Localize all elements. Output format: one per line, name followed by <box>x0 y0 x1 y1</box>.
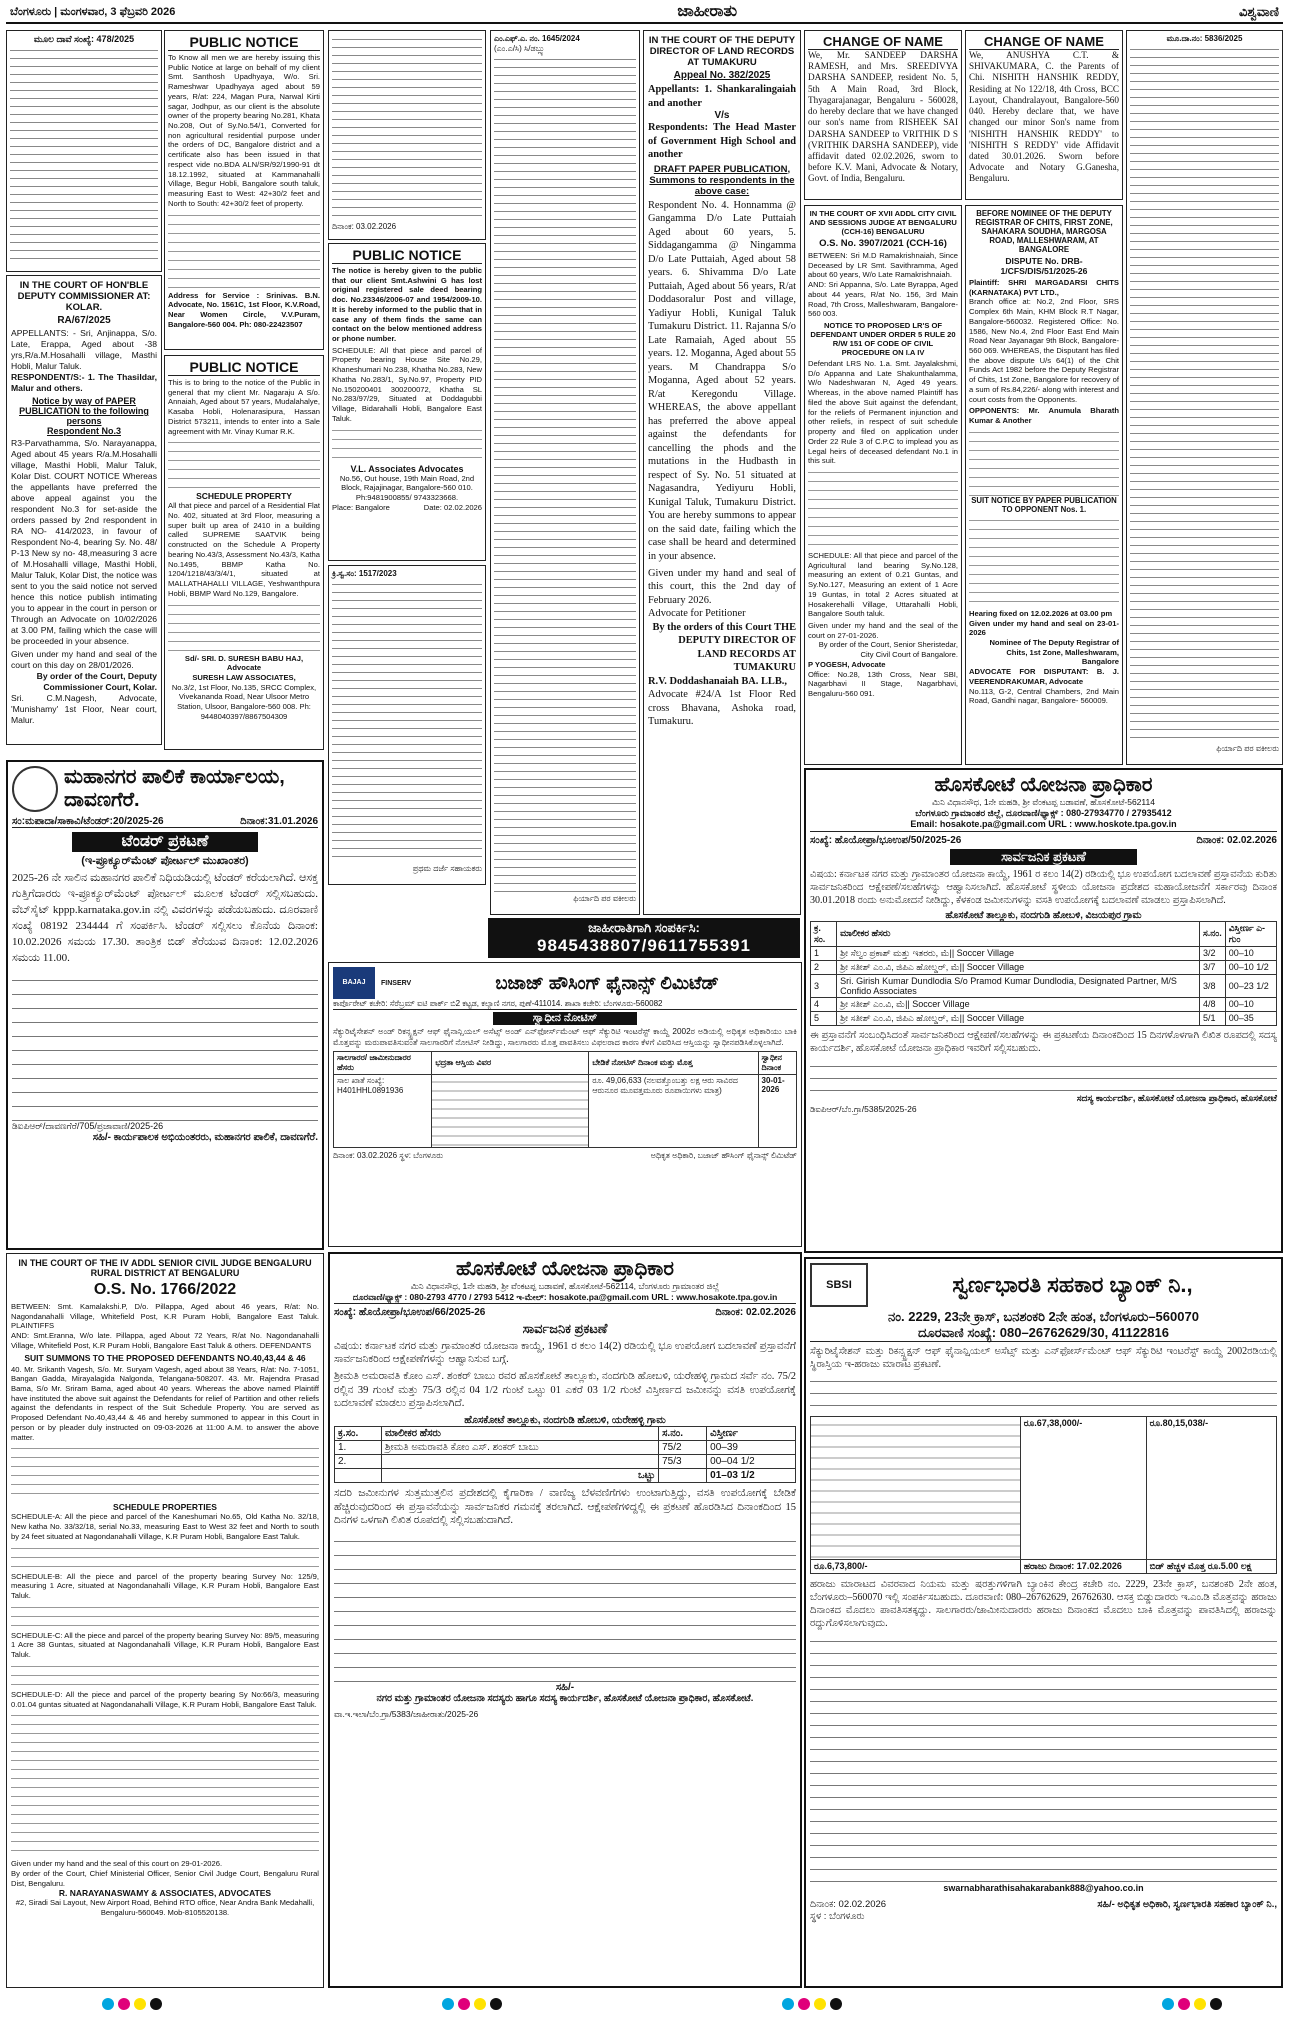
advocate-address: #2, Siradi Sai Layout, New Airport Road, Behind RTO office, Near Andra Bank Medahalli, Bengaluru-560049. Mob-8105520138. <box>15 1898 315 1918</box>
notice-date: ದಿನಾಂಕ: 03.02.2026 ಸ್ಥಳ: ಬೆಂಗಳೂರು <box>333 1151 444 1161</box>
table-header <box>811 921 1277 946</box>
notice-ref: ಸಂಖ್ಯೆ: ಹೊಯೋಪ್ರಾ/ಭೂಉಪ/66/2025-26 <box>334 1306 486 1318</box>
signature: By order of the Court, Chief Ministerial Officer, Senior Civil Judge Court, Bengaluru Rural Dist, Bengaluru. <box>11 1868 319 1888</box>
notice-body: This is to bring to the notice of the Public in general that my client Mr. Nagaraju A S/o. Annaiah, Aged about 57 years, Mudalahalye, Kasaba Hobli, Holenarasipura, Hassan District 573211, intends to enter into a Sale agreement with Mr. Vinay Kumar R.K. <box>168 378 320 436</box>
signature: ನಗರ ಮತ್ತು ಗ್ರಾಮಾಂತರ ಯೋಜನಾ ಸದಸ್ಯರು ಹಾಗೂ ಸದಸ್ಯ ಕಾರ್ಯದರ್ಶಿ, ಹೊಸಕೋಟೆ ಯೋಜನಾ ಪ್ರಾಧಿಕಾರ, ಹೊಸಕೋಟೆ. <box>376 1692 754 1704</box>
service-address: Address for Service : Srinivas. B.N. Advocate, No. 1561C, 1st Floor, K.V.Road, Near Women Circle, V.V.Puram, Bangalore-560 004. Ph: 080-22423507 <box>168 290 320 329</box>
given-date: Given under my hand and seal on 23-01-2026 <box>969 618 1119 638</box>
table-row: 3 Sri. Girish Kumar Dundlodia S/o Pramod Kumar Dundlodia, Designated Partner, M/S Confido Associates 3/8 00–23 1/2 <box>811 974 1277 997</box>
notice-title: CHANGE OF NAME <box>808 34 958 50</box>
table-row: 2 ಶ್ರೀ ಸತೀಶ್ ಎಂ.ವಿ, ಜಿಪಿಎ ಹೋಲ್ಡರ್, ಮೆ|| Soccer Village 3/7 00–10 1/2 <box>811 960 1277 974</box>
advocate-address: No.3/2, 1st Floor, No.135, SRCC Complex, Vivekananda Road, Near Ulsoor Metro Station, Ulsoor, Bangalore-560 008. Ph: 9448040397/8867504309 <box>171 682 317 721</box>
public-notice-3 <box>164 355 324 750</box>
col-survey: ಸ.ನಂ. <box>659 1426 707 1440</box>
notice-body-filler <box>168 209 320 291</box>
notice-date: ದಿನಾಂಕ: 02.02.2026 <box>1196 834 1277 846</box>
bajaj-housing-possession-notice <box>328 962 802 1247</box>
notice-body: ಶ್ರೀಮತಿ ಅಮರಾವತಿ ಕೋಂ ಎಸ್. ಶಂಕರ್ ಬಾಬು ರವರ ಹೊಸಕೋಟೆ ತಾಲ್ಲೂಕು, ನಂದಗುಡಿ ಹೋಬಳಿ, ಯರೇಹಳ್ಳಿ ಗ್ರಾಮದ ಸರ್ವೆ ನಂ. 75/2 ರಲ್ಲಿನ 39 ಗುಂಟೆ ಮತ್ತು 75/3 ರಲ್ಲಿನ 04 1/2 ಗುಂಟೆ ಒಟ್ಟು 01 ಎಕರೆ 03 1/2 ಗುಂಟೆ ವಿಸ್ತೀರ್ಣದ ಜಮೀನನ್ನು ವಸತಿ ಉಪಯೋಗಕ್ಕೆ ಬದಲಾವಣೆ ಮಾಡಲು ಪ್ರಸ್ತಾಪಿಸಲಾಗಿದೆ. <box>334 1371 796 1410</box>
schedule-a: SCHEDULE-A: All the piece and parcel of the Kaneshumari No.65, Old Katha No. 32/18, New katha No. 33/32/18, serial No.33, measuring East to West 32 feet and North to south by 24 feet situated at Nagondanahalli Village, K.R Puram Hobli, Bangalore East Taluk. <box>11 1512 319 1541</box>
banner-title: ಜಾಹೀರಾತಿಗಾಗಿ ಸಂಪರ್ಕಿಸಿ: <box>588 920 700 935</box>
page-header <box>6 2 1283 24</box>
notice-body-filler-2 <box>810 1633 1277 1883</box>
notice-body-text <box>10 45 158 265</box>
notice-body-filler <box>808 466 958 551</box>
table-row: 5 ಶ್ರೀ ಸತೀಶ್ ಎಂ.ವಿ, ಜಿಪಿಎ ಹೋಲ್ಡರ್, ಮೆ|| Soccer Village 5/1 00–35 <box>811 1011 1277 1025</box>
notice-body-2: ಹರಾಜು ಮಾರಾಟದ ವಿವರವಾದ ನಿಯಮ ಮತ್ತು ಷರತ್ತುಗಳಿಗಾಗಿ ಬ್ಯಾಂಕಿನ ಕೇಂದ್ರ ಕಚೇರಿ ನಂ. 2229, 23ನೇ ಕ್ರಾಸ್, ಬನಶಂಕರಿ 2ನೇ ಹಂತ, ಬೆಂಗಳೂರು–560070 ಇಲ್ಲಿ ಸಂಪರ್ಕಿಸಬಹುದು. ದೂರವಾಣಿ: 080–26762629, 26762630. ಆಸಕ್ತ ಬಿಡ್ಡುದಾರರು ಇ.ಎಂ.ಡಿ ಮೊತ್ತವನ್ನು ಹರಾಜು ದಿನಾಂಕದ ಮೊದಲು ಪಾವತಿಸತಕ್ಕದ್ದು. ಸಾಲಗಾರರು/ಜಾಮೀನುದಾರರು ಹರಾಜು ದಿನಾಂಕದ ಮೊದಲು ಬಾಕಿ ಮೊತ್ತವನ್ನು ಪಾವತಿಸಿದಲ್ಲಿ ಹರಾಜನ್ನು ರದ್ದುಗೊಳಿಸಲಾಗುವುದು. <box>810 1579 1277 1629</box>
respondents: Respondents: The Head Master of Government High School and another <box>648 122 796 161</box>
borrower-detail <box>811 1417 1021 1560</box>
advocate: R. NARAYANASWAMY & ASSOCIATES, ADVOCATES <box>58 1888 272 1899</box>
table-title: ಹೊಸಕೋಟೆ ತಾಲ್ಲೂಕು, ನಂದಗುಡಿ ಹೋಬಳಿ, ಯರೇಹಳ್ಳಿ ಗ್ರಾಮ <box>464 1414 666 1426</box>
schedule-b-filler <box>11 1601 319 1631</box>
advocate: P YOGESH, Advocate <box>808 659 886 669</box>
tender-date: ದಿನಾಂಕ:31.01.2026 <box>240 816 318 827</box>
authority-phone: ಬೆಂಗಳೂರು ಗ್ರಾಮಾಂತರ ಜಿಲ್ಲೆ, ದೂರವಾಣಿ/ಫ್ಯಾಕ್ಸ್ : 080-27934770 / 27935412 <box>915 807 1172 818</box>
demand-amount: ರೂ. 49,06,633 (ನಲವತ್ತೊಂಬತ್ತು ಲಕ್ಷ ಆರು ಸಾವಿರದ ಆರುನೂರ ಮೂವತ್ತಮೂರು ರೂಪಾಯಿಗಳು ಮಾತ್ರ) <box>589 1075 758 1148</box>
signature: By the orders of this Court THE DEPUTY DIRECTOR OF LAND RECORDS AT TUMAKURU <box>652 621 796 674</box>
notice-body: Respondent No. 4. Honnamma @ Gangamma D/o Late Puttaiah Aged about 60 years, 5. Siddagangamma @ Ningamma D/o Late Puttaiah, Aged about 58 years. 6. Shivamma D/o Late Puttaiah, Aged about 56 years, R/at Doddasoralur Post and village, Yadiyur Hobli, Kunigal Taluk Tumakuru District. 11. Rajanna S/o Late Ramaiah, Aged about 55 years. 12. Moganna, Aged about 55 years. M Chandrappa S/o Moganna, Aged about 52 years. R/at Keregondu Village. WHEREAS, the above appellant has preferred the above appeal against the defendants for cancelling the phods and the mutations in the Hudbasth in respect of Sy. No. 51 situated at Nagasandra, Yediyuru Hobli, Kunigal Taluk, Tumakuru District. You are hereby summons to appear on the said date, failing which the case shall be heard and determined in your absence. <box>648 199 796 562</box>
outstanding-amount: ರೂ.67,38,000/- <box>1020 1417 1146 1560</box>
advocate-address: No.113, G-2, Central Chambers, 2nd Main Road, Gandhi nagar, Bangalore- 560009. <box>969 686 1119 706</box>
given-date: Given under my hand and seal of the court on this day on 28/01/2026. <box>11 649 157 670</box>
bid-increment: ಬಿಡ್ ಹೆಚ್ಚಳ ಮೊತ್ತ ರೂ.5.00 ಲಕ್ಷ <box>1146 1560 1276 1574</box>
table-header <box>335 1426 796 1440</box>
schedule-d-filler <box>11 1709 319 1859</box>
header-date: ಬೆಂಗಳೂರು | ಮಂಗಳವಾರ, 3 ಫೆಬ್ರವರಿ 2026 <box>10 5 176 18</box>
notice-body: ವಿಷಯ: ಕರ್ನಾಟಕ ನಗರ ಮತ್ತು ಗ್ರಾಮಾಂತರ ಯೋಜನಾ ಕಾಯ್ದೆ, 1961 ರ ಕಲಂ 14(2) ರಡಿಯಲ್ಲಿ ಭೂ ಉಪಯೋಗ ಬದಲಾವಣೆ ಪ್ರಸ್ತಾವನೆಯ ಕುರಿತು ಸಾರ್ವಜನಿಕರಿಂದ ಆಕ್ಷೇಪಣೆ/ಸಲಹೆಗಳನ್ನು ಆಹ್ವಾನಿಸಲಾಗಿದೆ. ಹೊಸಕೋಟೆ ಸ್ಥಳೀಯ ಯೋಜನಾ ಪ್ರದೇಶದ ಮಹಾಯೋಜನೆಗೆ ಸರ್ಕಾರವು ದಿನಾಂಕ 30.01.2018 ರಂದು ಅನುಮೋದನೆ ನೀಡಿದ್ದು, ಕೆಳಕಂಡ ಜಮೀನುಗಳನ್ನು ವಸತಿ ಉಪಯೋಗಕ್ಕೆ ಬದಲಾವಣೆ ಮಾಡಲು ಪ್ರಸ್ತಾಪಿಸಲಾಗಿದೆ. <box>810 868 1277 906</box>
kannada-court-notice-col4 <box>490 30 640 915</box>
between: BETWEEN: Sri M.D Ramakrishnaiah, Since Deceased by LR Smt. Savithramma, Aged about 60 years, W/o Late Ramakrishnaiah. <box>808 251 958 280</box>
registration-marks-left <box>100 1997 220 2015</box>
city-civil-court-notice <box>804 205 962 765</box>
col-extent: ವಿಸ್ತೀರ್ಣ <box>707 1426 796 1440</box>
col-property: ಭದ್ರತಾ ಆಸ್ತಿಯ ವಿವರ <box>432 1052 589 1075</box>
notice-heading: Notice by way of PAPER PUBLICATION to the following persons <box>19 396 149 426</box>
summons: SUIT NOTICE BY PAPER PUBLICATION TO OPPONENT Nos. 1. <box>971 495 1117 514</box>
advert-contact-banner <box>488 918 800 958</box>
notice-title: BEFORE NOMINEE OF THE DEPUTY REGISTRAR OF CHITS, FIRST ZONE, SAHAKARA SOUDHA, MARGOSA ROAD, MALLESHWARAM, AT BANGALORE <box>975 209 1113 254</box>
notice-body-text <box>332 34 482 222</box>
reg-dot-magenta <box>458 1998 470 2010</box>
reg-dot-yellow <box>1194 1998 1206 2010</box>
case-sub: (ಎಂ.ಎ/ಸಿ) ಸಿ/ಡಬ್ಲ್ಯು <box>494 44 546 54</box>
reg-dot-magenta <box>118 1998 130 2010</box>
given-date: Given under my hand and seal of this court, this the 2nd day of February 2026. <box>648 567 796 606</box>
authority-title: ಹೊಸಕೋಟೆ ಯೋಜನಾ ಪ್ರಾಧಿಕಾರ <box>456 1258 674 1280</box>
appellants: Appellants: 1. Shankaralingaiah and another <box>648 84 796 109</box>
mahanagara-palike-tender <box>6 760 324 1250</box>
authority-contact: ದೂರವಾಣಿ/ಫ್ಯಾಕ್ಸ್ : 080-2793 4770 / 2793 5412 ಇ-ಮೇಲ್: hosakote.pa@gmail.com URL : www.hosakote.tpa.gov.in <box>334 1292 796 1304</box>
place: Place: Bangalore <box>332 502 390 512</box>
swarnabharathi-bank-auction-notice <box>804 1257 1283 1988</box>
advocate-name: R.V. Doddashanaiah BA. LLB., <box>648 675 787 687</box>
signature-label: ಸಹಿ/- <box>555 1681 575 1693</box>
company-address: ಕಾರ್ಪೊರೇಟ್ ಕಚೇರಿ: ಸೆರೆಬ್ರಮ್ ಐಟಿ ಪಾರ್ಕ್ ಬಿ2 ಕಟ್ಟಡ, ಕಲ್ಯಾಣಿ ನಗರ, ಪುಣೆ-411014. ಶಾಖಾ ಕಚೇರಿ: ಬೆಂಗಳೂರು-560082 <box>333 999 797 1010</box>
notice-body-filler <box>969 426 1119 496</box>
notice-body-filler <box>11 1442 319 1502</box>
advocate: Sd/- SRI. D. SURESH BABU HAJ, Advocate <box>184 653 304 673</box>
reg-dot-black <box>830 1998 842 2010</box>
notice-title: PUBLIC NOTICE <box>168 359 320 376</box>
advocate: ADVOCATE FOR DISPUTANT: B. J. VEERENDRAKUMAR, Advocate <box>969 667 1119 686</box>
case-ref: ಕ್ರಿ.ಸ್ವ.ಸಂ: 1517/2023 <box>332 569 397 578</box>
authority-address: ಮಿನಿ ವಿಧಾನಸೌಧ, 1ನೇ ಮಹಡಿ, ಶ್ರೀ ವೆಂಕಟಪ್ಪ ಬಡಾವಣೆ, ಹೊಸಕೋಟೆ-562114, ಬೆಂಗಳೂರು ಗ್ರಾಮಾಂತರ ಜಿಲ್ಲೆ <box>410 1281 720 1291</box>
notice-heading: ಸಾರ್ವಜನಿಕ ಪ್ರಕಟಣೆ <box>950 849 1137 865</box>
schedule-filler <box>332 424 482 464</box>
rural-senior-civil-court-notice <box>6 1253 324 1988</box>
col-possession: ಸ್ವಾಧೀನ ದಿನಾಂಕ <box>758 1052 796 1075</box>
schedule-title: SCHEDULE PROPERTY <box>196 491 292 502</box>
table-row: 1. ಶ್ರೀಮತಿ ಅಮರಾವತಿ ಕೋಂ ಎಸ್. ಶಂಕರ್ ಬಾಬು 75/2 00–39 <box>335 1440 796 1454</box>
footer-ref: ವಾ.ಇ.ಇಲಾ/ಬೆಂ.ಗ್ರಾ/5383/ಜಾಹೀರಾತು/2025-26 <box>334 1709 479 1720</box>
notice-title: PUBLIC NOTICE <box>168 34 320 51</box>
notice-date: ದಿನಾಂಕ: 03.02.2026 <box>332 222 397 231</box>
table-row <box>811 1560 1277 1574</box>
versus: V/s <box>714 110 730 122</box>
kannada-notice-col1 <box>6 30 162 272</box>
notice-place: ಸ್ಥಳ : ಬೆಂಗಳೂರು <box>810 1910 865 1922</box>
table-row: 4 ಶ್ರೀ ಸತೀಶ್ ಎಂ.ವಿ, ಮೆ|| Soccer Village 4/8 00–10 <box>811 997 1277 1011</box>
reg-dot-black <box>490 1998 502 2010</box>
notice-body: To Know all men we are hereby issuing this Public Notice at large on behalf of my client Smt. Santhosh Upadhyaya, W/o. Sri. Rameshwar Upadhyaya aged about 59 years, R/at: 224, Magan Pura, Narwal Kirti sagar, Jodhpur, as our client is the absolute owner of the property bearing No.281, Khata No.208, Out of Sy.No.54/1, Converted for non agricultural residential purpose under the orders of DC, Bangalore district and a certificate also has been issued in that respect vide no.BDA ALN/SR/92/1990-91 dt 18.12.1992, situated at Kammanahalli Village, Begur Hobli, Bangalore south taluk, measuring East to West: 42+30/2 feet and North to South: 42+30/2 feet of property. <box>168 53 320 208</box>
land-table <box>334 1426 796 1483</box>
notice-body-filler <box>334 1532 796 1682</box>
col-owner: ಮಾಲೀಕರ ಹೆಸರು <box>381 1426 658 1440</box>
table-row: ಒಟ್ಟು 01–03 1/2 <box>335 1468 796 1482</box>
notice-body: ಸೆಕ್ಯುರಿಟೈಸೇಶನ್ ಮತ್ತು ರಿಕನ್ಸ್ಟ್ರಕ್ಷನ್ ಆಫ್ ಫೈನಾನ್ಷಿಯಲ್ ಅಸೆಟ್ಸ್ ಮತ್ತು ಎನ್‌ಫೋರ್ಸ್‌ಮೆಂಟ್ ಆಫ್ ಸೆಕ್ಯುರಿಟಿ ಇಂಟರೆಸ್ಟ್ ಕಾಯ್ದೆ 2002ರಡಿಯಲ್ಲಿ ಸ್ಥಿರಾಸ್ತಿಯ ಇ-ಹರಾಜು ಮಾರಾಟ ಪ್ರಕಟಣೆ. <box>810 1346 1277 1370</box>
registration-marks-right <box>780 1997 900 2015</box>
palike-emblem-icon <box>12 766 58 812</box>
notice-date: ದಿನಾಂಕ: 02.02.2026 <box>810 1898 887 1910</box>
signature: ಫಿರ್ಯಾದಿ ಪರ ವಕೀಲರು <box>573 894 636 904</box>
bajaj-logo-text: BAJAJ <box>342 979 366 986</box>
tender-heading: ಟೆಂಡರ್ ಪ್ರಕಟಣೆ <box>72 832 258 852</box>
notice-date: ದಿನಾಂಕ: 02.02.2026 <box>715 1306 796 1318</box>
col-serial: ಕ್ರ. ಸಂ. <box>811 921 837 946</box>
kannada-court-notice-col3 <box>328 565 486 885</box>
emd-amount: ರೂ.6,73,800/- <box>811 1560 1021 1574</box>
reg-dot-yellow <box>134 1998 146 2010</box>
public-notice-1 <box>164 30 324 350</box>
and-party: AND: Smt.Eranna, W/o late. Pillappa, aged About 72 Years, R/at No. Nagondanahalli Village, Whitefield Post, K.R Puram Hobli, Bangalore East Taluk & others. DEFENDANTS <box>11 1331 319 1350</box>
summons-heading: SUIT SUMMONS TO THE PROPOSED DEFENDANTS NO.40,43,44 & 46 <box>24 1352 306 1363</box>
change-of-name-1 <box>804 30 962 200</box>
and-party: AND: Sri Appanna, S/o. Late Byrappa, Aged about 44 years, R/at No. 156, 3rd Main Road, 7th Cross, Malleshwaram, Bangalore-560 003. <box>808 280 958 319</box>
bank-email: swarnabharathisahakarabank888@yahoo.co.in <box>943 1883 1144 1893</box>
schedule-a-filler <box>11 1542 319 1572</box>
brand-label: FINSERV <box>381 979 412 987</box>
authority-title: ಹೊಸಕೋಟೆ ಯೋಜನಾ ಪ್ರಾಧಿಕಾರ <box>934 774 1153 796</box>
sbsi-logo-text: SBSI <box>826 1279 852 1291</box>
notice-body: We, Mr. SANDEEP DARSHA RAMESH, and Mrs. SREEDIVYA DARSHA SANDEEP, resident No. 5, 5th A Main Road, 3rd Block, Thyagarajanagar, Bengaluru - 560028, do hereby declare that we have changed our son's name from RISHEEK SAI DARSHA SANDEEP to VRITHIK D S (VRITHIK DARSHA SANDEEP), vide affidavit dated 02.02.2026, sworn to before K.V. Mani, Advocate & Notary, Govt. of India, Bengaluru. <box>808 50 958 184</box>
registration-marks-center <box>440 1997 560 2015</box>
tender-body-filler <box>12 971 318 1121</box>
authority-address: ಮಿನಿ ವಿಧಾನಸೌಧ, 1ನೇ ಮಹಡಿ, ಶ್ರೀ ವೆಂಕಟಪ್ಪ ಬಡಾವಣೆ, ಹೊಸಕೋಟೆ-562114 <box>932 797 1155 807</box>
tumakuru-court-notice <box>643 30 801 915</box>
schedule-d: SCHEDULE-D: All the piece and parcel of the property bearing Sy No:66/3, measuring 0.01.04 guntas situated at Nagondanahalli Village, K.R Puram Hobli, Bangalore East Taluk. <box>11 1689 319 1709</box>
schedule: SCHEDULE: All that piece and parcel of the Agricultural land bearing Sy.No.128, measuring an extent of 0.21 Guntas, and Sy.No.127, Measuring an extent of 1 Acre 19 Guntas, in total 2 Acres situated at Hosakerehalli Village, Uttarahalli Hobli, Bangalore South taluk. <box>808 550 958 619</box>
notice-body: The notice is hereby given to the public that our client Smt.Ashwini G has lost original registered sale deed bearing doc. No.23346/2006-07 and 1954/2009-10. It is hereby informed to the public that in case any of them finds the same can contact on the below mentioned address or phone number. <box>332 266 482 344</box>
hoskote-planning-notice-50 <box>804 768 1283 1253</box>
notice-body-filler <box>810 1373 1277 1413</box>
notice-title: PUBLIC NOTICE <box>332 247 482 264</box>
kannada-notice-col3 <box>328 30 486 240</box>
reg-dot-black <box>1210 1998 1222 2010</box>
table-header <box>334 1052 797 1075</box>
notice-body-2: ಸದರಿ ಜಮೀನುಗಳ ಸುತ್ತಮುತ್ತಲಿನ ಪ್ರದೇಶದಲ್ಲಿ ಕೈಗಾರಿಕಾ / ವಾಣಿಜ್ಯ ಬೆಳವಣಿಗೆಗಳು ಉಂಟಾಗುತ್ತಿದ್ದು, ವಸತಿ ಉಪಯೋಗಕ್ಕೆ ಬೇಡಿಕೆ ಹೆಚ್ಚಿರುವುದರಿಂದ ಈ ಪ್ರಸ್ತಾವನೆಯನ್ನು ಸಾರ್ವಜನಿಕರ ಗಮನಕ್ಕೆ ತರಲಾಗಿದೆ. ಆಕ್ಷೇಪಣೆಗಳಿದ್ದಲ್ಲಿ ಈ ಪ್ರಕಟಣೆ ಹೊರಡಿಸಿದ ದಿನಾಂಕದಿಂದ 15 ದಿನಗಳ ಒಳಗಾಗಿ ಲಿಖಿತ ರೂಪದಲ್ಲಿ ಸಲ್ಲಿಸಬಹುದಾಗಿದೆ. <box>334 1487 796 1527</box>
loan-account: ಸಾಲ ಖಾತೆ ಸಂಖ್ಯೆ: H401HHL0891936 <box>334 1075 432 1148</box>
notice-subject: ವಿಷಯ: ಕರ್ನಾಟಕ ನಗರ ಮತ್ತು ಗ್ರಾಮಾಂತರ ಯೋಜನಾ ಕಾಯ್ದೆ, 1961 ರ ಕಲಂ 14(2) ರಡಿಯಲ್ಲಿ ಭೂ ಉಪಯೋಗ ಬದಲಾವಣೆ ಪ್ರಸ್ತಾವನೆಗೆ ಸಾರ್ವಜನಿಕರಿಂದ ಆಕ್ಷೇಪಣೆಗಳನ್ನು ಆಹ್ವಾನಿಸುವ ಬಗ್ಗೆ. <box>334 1340 796 1366</box>
change-of-name-2 <box>965 30 1123 200</box>
kannada-notice-col8 <box>1126 30 1283 765</box>
case-number: RA/67/2025 <box>57 315 111 326</box>
case-ref: ಮೂ.ದಾ.ನಂ: 5836/2025 <box>1166 34 1243 43</box>
schedule: SCHEDULE: All that piece and parcel of Property bearing House Site No.29, Khaneshumari No.238, Khatha No.283, New Khatha No.283/1, Sy.No.97, Property PID No.150200401 300200072, Khatha SL No.283/97/29, Situated at Doddagubbi Village, Bidarahalli Hobli, Bangalore East Taluk. <box>332 345 482 423</box>
notice-heading: ಸ್ವಾಧೀನ ನೋಟಿಸ್ <box>493 1012 637 1025</box>
opponents: OPPONENTS: Mr. Anumula Bharath Kumar & Another <box>969 406 1119 426</box>
col-demand: ಬೇಡಿಕೆ ನೋಟಿಸ್ ದಿನಾಂಕ ಮತ್ತು ಮೊತ್ತ <box>589 1052 758 1075</box>
notice-ref: ಮೂಲ ದಾವೆ ಸಂಖ್ಯೆ: 478/2025 <box>33 34 135 44</box>
auction-table <box>810 1416 1277 1574</box>
reg-dot-yellow <box>814 1998 826 2010</box>
signature: ಸಹಿ/- ಅಧಿಕೃತ ಅಧಿಕಾರಿ, ಸ್ವರ್ಣಭಾರತಿ ಸಹಕಾರ ಬ್ಯಾಂಕ್ ನಿ., <box>1097 1898 1277 1910</box>
auction-date: ಹರಾಜು ದಿನಾಂಕ: 17.02.2026 <box>1020 1560 1146 1574</box>
case-number: O.S. No. 1766/2022 <box>93 1281 237 1298</box>
advocate-address: Office: No.28, 13th Cross, Near SBI, Nagarbhavi II Stage, Nagarbhavi, Bengaluru-560 091. <box>808 669 958 698</box>
possession-date: 30-01-2026 <box>758 1075 796 1148</box>
registration-marks-far-right <box>1160 1997 1280 2015</box>
col-survey: ಸ.ನಂ. <box>1199 921 1225 946</box>
signature: By order of the Court, Deputy Commissioner Court, Kolar. <box>36 671 157 692</box>
appellants: APPELLANTS: - Sri, Anjinappa, S/o. Late, Erappa, Aged about -38 yrs,R/a.M.Hosahalli village, Masthi Hobli, Malur Taluk. <box>11 328 157 371</box>
notice-heading: ಸಾರ್ವಜನಿಕ ಪ್ರಕಟಣೆ <box>522 1320 608 1336</box>
tender-ref: ಸಂ:ಮಪಾದಾ/ಸಾಕಾವಿ/ಟೆಂಡರ್:20/2025-26 <box>12 816 164 827</box>
signature: ಪ್ರಥಮ ದರ್ಜೆ ಸಹಾಯಕರು <box>412 864 482 874</box>
notice-body-text <box>1130 44 1279 744</box>
bank-phone: ದೂರವಾಣಿ ಸಂಖ್ಯೆ: 080–26762629/30, 41122816 <box>810 1325 1277 1342</box>
sbsi-logo <box>810 1263 868 1307</box>
public-notice-2 <box>328 243 486 561</box>
property-detail <box>432 1075 589 1148</box>
bank-address: ನಂ. 2229, 23ನೇ ಕ್ರಾಸ್, ಬನಶಂಕರಿ 2ನೇ ಹಂತ, ಬೆಂಗಳೂರು–560070 <box>888 1309 1199 1324</box>
land-table <box>810 921 1277 1026</box>
notice-body: 40. Mr. Srikanth Vagesh, S/o. Mr. Suryam Vagesh, aged about 38 Years, R/at: No. 7-1051, Bangan Gadda, Mirayalagida Nalgonda, Telangana-508207. 43. Mr. Rajendra Prasad Bama, S/o Mr. Sriram Bama, aged about 40 years. Whereas the above named Plaintiff have instituted the above suit against the Defendants for relief of Partition and other reliefs against the defendants in respect of the Suit Schedule Property. You are served as Proposed Defendant No.40,43,44 & 46 and hereby summoned to appear in this Court in person or by pleader duly instructed on 09-03-2026 at 11:00 A.M. to answer the above matter. <box>11 1364 319 1442</box>
notice-title: ಮಹಾನಗರ ಪಾಲಿಕೆ ಕಾರ್ಯಾಲಯ, ದಾವಣಗೆರೆ. <box>64 766 285 811</box>
col-owner: ಮಾಲೀಕರ ಹೆಸರು <box>837 921 1200 946</box>
possession-table <box>333 1051 797 1148</box>
dispute-no: DISPUTE No. DRB-1/CFS/DIS/51/2025-26 <box>1000 256 1088 276</box>
hearing: Hearing fixed on 12.02.2026 at 03.00 pm <box>969 608 1113 618</box>
signature: ಅಧಿಕೃತ ಅಧಿಕಾರಿ, ಬಜಾಜ್ ಹೌಸಿಂಗ್ ಫೈನಾನ್ಸ್ ಲಿಮಿಟೆಡ್ <box>650 1151 797 1161</box>
notice-title: IN THE COURT OF XVII ADDL CITY CIVIL AND SESSIONS JUDGE AT BENGALURU (CCH-16) BENGALURU <box>809 209 957 236</box>
notice-body: R3-Parvathamma, S/o. Narayanappa, Aged about 45 years R/a.M.Hosahalli village, Masthi Hobli, Malur Taluk, Kolar Dist. COURT NOTICE Whereas the appellants have preferred the above appeal against you the respondent No.3 for set-aside the orders passed by 2nd respondent in RA NO- 414/2023, in favour of Respondent No-4, bearing Sy. No. 48/ P-13 New sy no- 48,measuring 3 acre of M.Hosahalli village, Masthi Hobli, Malur Taluk, Kolar Dist, the notice was sent to you the said notice not served hence this notice publish intimating you to appear in the court in person or Through an Advocate on 10/02/2026 at 3.00 PM, failing which the case will be proceeded in your absence. <box>11 438 157 646</box>
schedule-c: SCHEDULE-C: All the piece and parcel of the property bearing Survey No: 89/5, measuring 1 Acre 38 Guntas, situated at Nagondanahalli Village, K.R Puram Hobli, Bangalore East Taluk. <box>11 1630 319 1660</box>
footer-ref: ಡಿಐಪಿಆರ್/ಬೆಂ.ಗ್ರಾ/5385/2025-26 <box>810 1104 917 1115</box>
hoskote-planning-notice-66 <box>328 1252 802 1988</box>
header-section: ಜಾಹೀರಾತು <box>677 3 738 20</box>
advocate-address: Advocate #24/A 1st Floor Red cross Bhavana, Ashoka road, Tumakuru. <box>648 689 796 728</box>
petitioner: Plaintiff: SHRI MARGADARSI CHITS (KARNATAKA) PVT LTD., <box>969 278 1119 297</box>
authority-email: Email: hosakote.pa@gmail.com URL : www.hoskote.tpa.gov.in <box>810 819 1277 832</box>
bajaj-logo <box>333 967 375 999</box>
notice-body-filler <box>810 1058 1277 1093</box>
schedule-c-filler <box>11 1660 319 1690</box>
between: BETWEEN: Smt. Kamalakshi.P, D/o. Pillappa, Aged about 46 years, R/at: No. Nagondanahalli Village, Whitefield Post, K.R Puram Hobli, Bangalore East Taluk. PLAINTIFFS <box>11 1302 319 1331</box>
reg-dot-magenta <box>798 1998 810 2010</box>
notice-title: IN THE COURT OF THE IV ADDL SENIOR CIVIL JUDGE BENGALURU RURAL DISTRICT AT BENGALURU <box>18 1258 312 1278</box>
reg-dot-cyan <box>102 1998 114 2010</box>
summons-filler <box>969 514 1119 609</box>
given-date: Given under my hand and the seal of this court on 29-01-2026. <box>11 1859 223 1869</box>
draft-publication: DRAFT PAPER PUBLICATION, Summons to respondents in the above case: <box>649 163 795 197</box>
reg-dot-black <box>150 1998 162 2010</box>
table-row: 1 ಶ್ರೀ ಸೆಲ್ವಂ ಪ್ರಕಾಶ್ ಮತ್ತು ಇತರರು, ಮೆ|| Soccer Village 3/2 00–10 <box>811 946 1277 960</box>
notice-title: IN THE COURT OF HON'BLE DEPUTY COMMISSIONER AT: KOLAR. <box>17 280 151 313</box>
notice-body: Branch office at: No.2, 2nd Floor, SRS Complex 6th Main, KHM Block R.T Nagar, Bangalore-560032. Registered Office: No. 1586, New No.4, 2nd Floor East End Main Road Near Jayanagar 9th Block, Bangalore-560 069. WHEREAS, the Disputant has filed the above dispute U/s 64(1) of the Chit Funds Act 1982 before the Deputy Registrar of Chits, 1st Zone, Bangalore for recovery of a sum of Rs.84,226/- along with interest and court costs from the Opponents. <box>969 297 1119 404</box>
advocate: Sri. C.M.Nagesh, Advocate, 'Munishamy' 1st Floor, Near court, Malur. <box>11 693 157 725</box>
reserve-price: ರೂ.80,15,038/- <box>1146 1417 1276 1560</box>
col-borrower: ಸಾಲಗಾರರ/ ಜಾಮೀನುದಾರರ ಹೆಸರು <box>334 1052 432 1075</box>
notice-body: We, ANUSHYA C.T. & SHIVAKUMARA, C. the Parents of Chi. NISHITH HANSHIK REDDY, Residing at No 122/18, 4th Cross, BCC Layout, Chandralayout, Bangalore-560 040. Hereby declare that, we have changed our minor Son's name from 'NISHITH HANSHIK REDDY' to 'NISHITH S REDDY' vide Affidavit dated 30.01.2026. Sworn before Advocate and Notary G.Ganesha, Bengaluru. <box>969 50 1119 184</box>
case-ref: ಎಂ.ಎಫ್.ಎ. ನಂ. 1645/2024 <box>494 34 580 43</box>
notice-title: IN THE COURT OF THE DEPUTY DIRECTOR OF LAND RECORDS AT TUMAKURU <box>648 35 796 68</box>
table-row <box>811 1417 1277 1560</box>
reg-dot-cyan <box>442 1998 454 2010</box>
banner-phone: 9845438807/9611755391 <box>537 936 751 955</box>
advocate-label: Advocate for Petitioner <box>648 608 746 620</box>
tender-body: 2025-26 ನೇ ಸಾಲಿನ ಮಹಾನಗರ ಪಾಲಿಕೆ ನಿಧಿಯಡಿಯಲ್ಲಿ ಟೆಂಡರ್ ಕರೆಯಲಾಗಿದೆ. ಆಸಕ್ತ ಗುತ್ತಿಗೆದಾರರು ಇ-ಪ್ರೂಕ್ಯೂರ್‌ಮೆಂಟ್ ಪೋರ್ಟಲ್ ಮೂಲಕ ಟೆಂಡರ್ ಸಲ್ಲಿಸಬಹುದು. ವೆಬ್‌ಸೈಟ್ kppp.karnataka.gov.in ನಲ್ಲಿ ವಿವರಗಳನ್ನು ಪಡೆಯಬಹುದು. ದೂರವಾಣಿ ಸಂಖ್ಯೆ 08192 234444 ಗೆ ಸಂಪರ್ಕಿಸಿ. ಟೆಂಡರ್ ಸಲ್ಲಿಸಲು ಕೊನೆಯ ದಿನಾಂಕ: 10.02.2026 ಸಮಯ 17.30. ತಾಂತ್ರಿಕ ಬಿಡ್ ತೆರೆಯುವ ದಿನಾಂಕ: 12.02.2026 ಸಮಯ 11.00. <box>12 872 318 964</box>
footer-ref: ಡಿಐಪಿಆರ್/ದಾವಣಗೆರೆ/705/ಪ್ರಜಾವಾಣಿ/2025-26 <box>12 1120 164 1131</box>
notice-heading: NOTICE TO PROPOSED LR'S OF DEFENDANT UNDER ORDER 5 RULE 20 R/W 151 OF CODE OF CIVIL PROCEDURE ON I.A IV <box>810 321 956 358</box>
notice-body-filler <box>168 436 320 491</box>
advocate-address: No.56, Out house, 19th Main Road, 2nd Block, Rajajinagar, Bangalore-560 010. Ph:9481900855/ 9743323668. <box>339 473 475 502</box>
chits-registrar-notice <box>965 205 1123 765</box>
table-title: ಹೊಸಕೋಟೆ ತಾಲ್ಲೂಕು, ನಂದಗುಡಿ ಹೋಬಳಿ, ವಿಜಯಪುರ ಗ್ರಾಮ <box>945 909 1142 921</box>
case-number: O.S. No. 3907/2021 (CCH-16) <box>819 238 947 249</box>
kolar-court-notice <box>6 275 162 745</box>
notice-body: ಸೆಕ್ಯುರಿಟೈಸೇಶನ್ ಅಂಡ್ ರಿಕನ್ಸ್ಟ್ರಕ್ಷನ್ ಆಫ್ ಫೈನಾನ್ಷಿಯಲ್ ಅಸೆಟ್ಸ್ ಅಂಡ್ ಎನ್‌ಫೋರ್ಸ್‌ಮೆಂಟ್ ಆಫ್ ಸೆಕ್ಯುರಿಟಿ ಇಂಟರೆಸ್ಟ್ ಕಾಯ್ದೆ 2002ರ ಅಡಿಯಲ್ಲಿ ಅಧಿಕೃತ ಅಧಿಕಾರಿಯು ಬಾಕಿ ಮೊತ್ತವನ್ನು ಮರುಪಾವತಿಸುವಂತೆ ಸಾಲಗಾರರಿಗೆ ನೋಟಿಸ್ ನೀಡಿದ್ದು, ಸಾಲಗಾರರು ಮೊತ್ತ ಪಾವತಿಸಲು ವಿಫಲರಾದ ಕಾರಣ ಕೆಳಗೆ ವಿವರಿಸಿದ ಆಸ್ತಿಯನ್ನು ಸ್ವಾಧೀನಪಡಿಸಿಕೊಳ್ಳಲಾಗಿದೆ. <box>333 1027 797 1047</box>
reg-dot-magenta <box>1178 1998 1190 2010</box>
table-row <box>334 1075 797 1148</box>
appeal-no: Appeal No. 382/2025 <box>673 70 771 81</box>
signature: ಫಿರ್ಯಾದಿ ಪರ ವಕೀಲರು <box>1216 744 1279 754</box>
schedule-body: All that piece and parcel of a Residential Flat No. 402, situated at 3rd Floor, measuring a super built up area of 2410 in a building called SUPREME SAATVIK being constructed on the Schedule A Property bearing No.43/3, Assessment No.43/3, Katha No.1495, BBMP Katha No. 1204/1218/43/3/4/1, situated at MALLATHAHALLI VILLAGE, Yeshwanthpura Hobli, BBMP Ward No.129, Bangalore. <box>168 501 320 598</box>
schedule-b: SCHEDULE-B: All the piece and parcel of the property bearing Survey No: 125/9, measuring 1 Acre, situated at Nagondanahalli Village, K.R Puram Hobli, Bangalore East Taluk. <box>11 1571 319 1600</box>
respondents: RESPONDENT/S:- 1. The Thasildar, Malur and others. <box>11 372 157 393</box>
bank-title: ಸ್ವರ್ಣಭಾರತಿ ಸಹಕಾರ ಬ್ಯಾಂಕ್ ನಿ., <box>952 1272 1193 1297</box>
tender-subheading: (ಇ-ಪ್ರೂಕ್ಯೂರ್‌ಮೆಂಟ್ ಪೋರ್ಟಲ್ ಮುಖಾಂತರ) <box>81 855 249 867</box>
advocate: V.L. Associates Advocates <box>350 463 464 474</box>
signature: ಸಹಿ/- ಕಾರ್ಯಪಾಲಕ ಅಭಿಯಂತರರು, ಮಹಾನಗರ ಪಾಲಿಕೆ, ದಾವಣಗೆರೆ. <box>92 1132 318 1144</box>
signature: Nominee of The Deputy Registrar of Chits, 1st Zone, Malleshwaram, Bangalore <box>989 637 1119 667</box>
notice-body: Defendant LRS No. 1.a. Smt. Jayalakshmi, D/o Appanna and Late Shakunthalamma, W/o Nadeshwaran N, Aged 49 years. Whereas, in the above named Plaintiff has filed the above Suit against the defendant, for the reliefs of Permanent injunction and other reliefs, in respect of suit schedule property and filed on application under Order 22 Rule 3 of C.P.C to implead you as Legal heirs of deceased defendant No.1 in this suit. <box>808 359 958 466</box>
col-serial: ಕ್ರ.ಸಂ. <box>335 1426 382 1440</box>
reg-dot-cyan <box>1162 1998 1174 2010</box>
notice-body-2: ಈ ಪ್ರಸ್ತಾವನೆಗೆ ಸಂಬಂಧಿಸಿದಂತೆ ಸಾರ್ವಜನಿಕರಿಂದ ಆಕ್ಷೇಪಣೆ/ಸಲಹೆಗಳನ್ನು ಈ ಪ್ರಕಟಣೆಯ ದಿನಾಂಕದಿಂದ 15 ದಿನಗಳೊಳಗಾಗಿ ಲಿಖಿತ ರೂಪದಲ್ಲಿ ಸದಸ್ಯ ಕಾರ್ಯದರ್ಶಿ, ಹೊಸಕೋಟೆ ಯೋಜನಾ ಪ್ರಾಧಿಕಾರ ಇವರಿಗೆ ಸಲ್ಲಿಸಬಹುದು. <box>810 1029 1277 1054</box>
schedule-filler <box>168 599 320 654</box>
given-date: Given under my hand and the seal of the court on 27-01-2026. <box>808 620 958 640</box>
col-extent: ವಿಸ್ತೀರ್ಣ ಎ-ಗುಂ <box>1225 921 1276 946</box>
reg-dot-cyan <box>782 1998 794 2010</box>
notice-title: CHANGE OF NAME <box>969 34 1119 50</box>
respondent-no: Respondent No.3 <box>46 426 121 436</box>
header-masthead: ವಿಶ್ವವಾಣಿ <box>1239 4 1279 19</box>
notice-body-text <box>494 54 636 894</box>
signature: By order of the Court, Senior Sheristedar, City Civil Court of Bangalore. <box>818 640 958 660</box>
date: Date: 02.02.2026 <box>423 502 482 512</box>
reg-dot-yellow <box>474 1998 486 2010</box>
signature: ಸದಸ್ಯ ಕಾರ್ಯದರ್ಶಿ, ಹೊಸಕೋಟೆ ಯೋಜನಾ ಪ್ರಾಧಿಕಾರ, ಹೊಸಕೋಟೆ <box>1076 1092 1277 1103</box>
schedule-title: SCHEDULE PROPERTIES <box>113 1502 217 1513</box>
notice-ref: ಸಂಖ್ಯೆ: ಹೊಯೋಪ್ರಾ/ಭೂಉಪ/50/2025-26 <box>810 834 962 846</box>
table-row: 2. 75/3 00–04 1/2 <box>335 1454 796 1468</box>
notice-body-text <box>332 579 482 864</box>
company-title: ಬಜಾಜ್ ಹೌಸಿಂಗ್ ಫೈನಾನ್ಸ್ ಲಿಮಿಟೆಡ್ <box>495 972 719 993</box>
advocate-firm: SURESH LAW ASSOCIATES, <box>192 672 296 682</box>
